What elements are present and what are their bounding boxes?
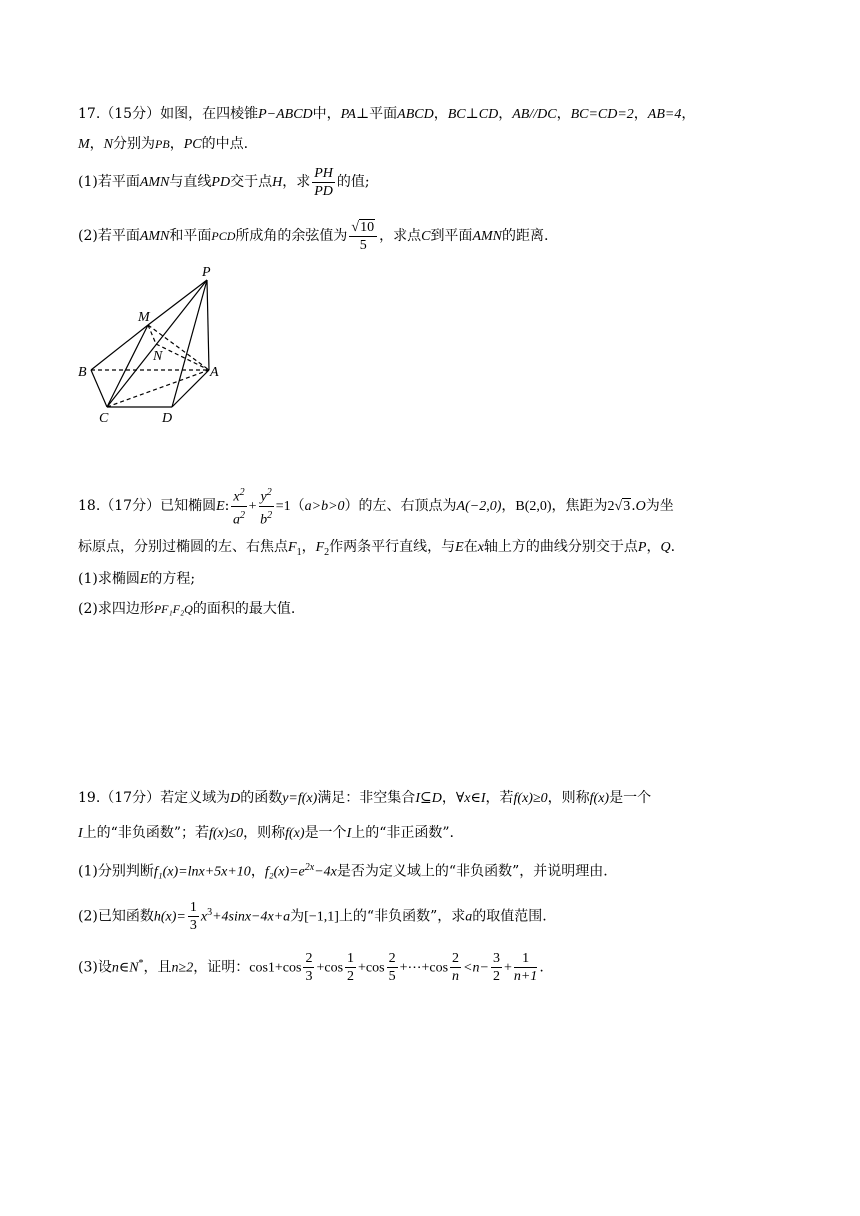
frac-2-3: $\frac{2}{3}$	[305, 951, 313, 985]
q19-line1: 19.（17分）若定义域为D的函数y=f(x)满足：非空集合I⊆D，∀x∈I，若f(x)≥0，则称f(x)是一个	[78, 790, 652, 806]
label-d: D	[162, 411, 173, 426]
q17-line1: 17.（15分）如图，在四棱锥P−ABCD中，PA⊥平面ABCD，BC⊥CD，AB//DC，BC=CD=2，AB=4，	[78, 106, 696, 122]
fraction-y2-b2: $\frac{y^2}{b^2}$	[259, 484, 274, 528]
frac-1-2: $\frac{1}{2}$	[347, 951, 355, 985]
q18-line1: 18.（17分）已知椭圆E: $\frac{x^2}{a^2}$ + $\frac{y^2}{b^2}$ =1（a>b>0）的左、右顶点为A(−2,0)，B(2,0)，焦距为2√3.O为坐	[78, 484, 674, 528]
q17-part2: (2)若平面AMN和平面PCD所成角的余弦值为 $\frac{√10}{5}$ ，求点C到平面AMN的距离.	[78, 219, 549, 253]
q18-part2: (2)求四边形PF₁F₂Q的面积的最大值.	[78, 601, 296, 617]
fraction-x2-a2: $\frac{x^2}{a^2}$	[231, 484, 246, 528]
frac-2-n: $\frac{2}{n}$	[452, 951, 460, 985]
q18-part1: (1)求椭圆E的方程;	[78, 571, 196, 587]
q17-header: 17.（15分）如图，在四棱锥	[78, 106, 259, 122]
label-c: C	[99, 411, 109, 426]
fraction-one-third: $\frac{1}{3}$	[189, 900, 197, 934]
q17-line2: M，N分别为PB，PC的中点.	[78, 136, 249, 152]
fraction-sqrt10-5: $\frac{√10}{5}$	[349, 219, 377, 254]
pyramid-name: P−ABCD	[258, 107, 313, 122]
q19-part1: (1)分别判断f₁(x)=lnx+5x+10，$f_2(x)=e^{2x}-4x$是否为定义域上的“非负函数”，并说明理由.	[78, 862, 608, 880]
label-p: P	[202, 265, 211, 280]
frac-1-n1: $\frac{1}{n+1}$	[513, 951, 538, 985]
q19-part3: (3)设n∈N*，且n≥2，证明：cos1+cos $\frac{2}{3}$ +cos $\frac{1}{2}$ +cos $\frac{2}{5}$ +⋯+cos $\frac{2}{n}$ <n− $\frac{3}{2}$ + $\frac{1}{n+1}$ .	[78, 951, 544, 985]
q19-part2: (2)已知函数h(x)= $\frac{1}{3}$ $x^3+4\sin x-4x+a$为[−1,1]上的“非负函数”，求a的取值范围.	[78, 900, 547, 934]
frac-2-5: $\frac{2}{5}$	[388, 951, 396, 985]
label-n: N	[153, 349, 163, 364]
q19-line2: I上的“非负函数”；若f(x)≤0，则称f(x)是一个I上的“非正函数”.	[78, 825, 454, 841]
frac-3-2: $\frac{3}{2}$	[492, 951, 500, 985]
q17-part1: (1)若平面AMN与直线PD交于点H，求 $\frac{PH}{PD}$ 的值;	[78, 165, 370, 199]
label-m: M	[138, 310, 150, 325]
q18-line2: 标原点，分别过椭圆的左、右焦点$F_1$，$F_2$作两条平行直线，与E在x轴上方的曲线分别交于点P，Q.	[78, 539, 676, 558]
fraction-ph-pd: $\frac{PH}{PD}$	[314, 165, 333, 199]
label-b: B	[78, 365, 87, 380]
label-a: A	[210, 365, 219, 380]
